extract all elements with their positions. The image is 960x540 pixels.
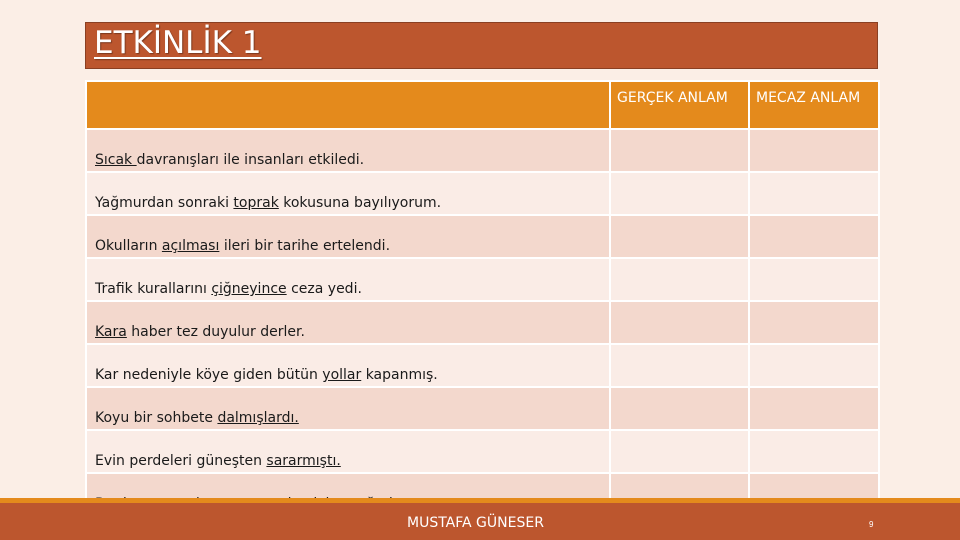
footer-bar: [0, 503, 960, 540]
literal-answer-cell[interactable]: [610, 301, 749, 344]
page-number: 9: [869, 520, 874, 529]
table-row: [86, 344, 879, 387]
figurative-answer-cell[interactable]: [749, 215, 879, 258]
underlined-word: Sıcak: [95, 152, 137, 168]
sentence-cell: Sıcak davranışları ile insanları etkiledi.: [86, 129, 610, 172]
literal-answer-cell[interactable]: [610, 172, 749, 215]
sentence-cell: Kara haber tez duyulur derler.: [86, 301, 610, 344]
table-row: [86, 129, 879, 172]
footer-author: MUSTAFA GÜNESER: [407, 515, 544, 531]
sentence-cell: Yağmurdan sonraki toprak kokusuna bayılıyorum.: [86, 172, 610, 215]
underlined-word: açılması: [161, 238, 220, 254]
table-row: [86, 172, 879, 215]
underlined-word: sararmıştı.: [266, 453, 341, 469]
literal-answer-cell[interactable]: [610, 387, 749, 430]
literal-answer-cell[interactable]: [610, 258, 749, 301]
underlined-word: yollar: [322, 367, 362, 383]
header-literal-meaning: GERÇEK ANLAM: [610, 81, 749, 129]
table-row: [86, 215, 879, 258]
table-header-row: [86, 81, 879, 129]
underlined-word: çiğneyince: [211, 281, 287, 297]
table-row: [86, 430, 879, 473]
figurative-answer-cell[interactable]: [749, 430, 879, 473]
figurative-answer-cell[interactable]: [749, 172, 879, 215]
figurative-answer-cell[interactable]: [749, 344, 879, 387]
sentence-cell: Okulların açılması ileri bir tarihe ertelendi.: [86, 215, 610, 258]
sentence-cell: Evin perdeleri güneşten sararmıştı.: [86, 430, 610, 473]
literal-answer-cell[interactable]: [610, 430, 749, 473]
literal-answer-cell[interactable]: [610, 215, 749, 258]
title-bar: [85, 22, 878, 69]
sentence-cell: Trafik kurallarını çiğneyince ceza yedi.: [86, 258, 610, 301]
table-row: [86, 301, 879, 344]
header-sentence: [86, 81, 610, 129]
page-title: ETKİNLİK 1: [94, 25, 262, 61]
literal-answer-cell[interactable]: [610, 344, 749, 387]
header-figurative-meaning: MECAZ ANLAM: [749, 81, 879, 129]
activity-table: [85, 80, 880, 517]
literal-answer-cell[interactable]: [610, 129, 749, 172]
sentence-cell: Kar nedeniyle köye giden bütün yollar kapanmış.: [86, 344, 610, 387]
figurative-answer-cell[interactable]: [749, 301, 879, 344]
figurative-answer-cell[interactable]: [749, 258, 879, 301]
figurative-answer-cell[interactable]: [749, 129, 879, 172]
underlined-word: toprak: [233, 195, 279, 211]
underlined-word: dalmışlardı.: [217, 410, 299, 426]
underlined-word: Kara: [95, 324, 127, 340]
table-row: [86, 387, 879, 430]
figurative-answer-cell[interactable]: [749, 387, 879, 430]
table-row: [86, 258, 879, 301]
sentence-cell: Koyu bir sohbete dalmışlardı.: [86, 387, 610, 430]
